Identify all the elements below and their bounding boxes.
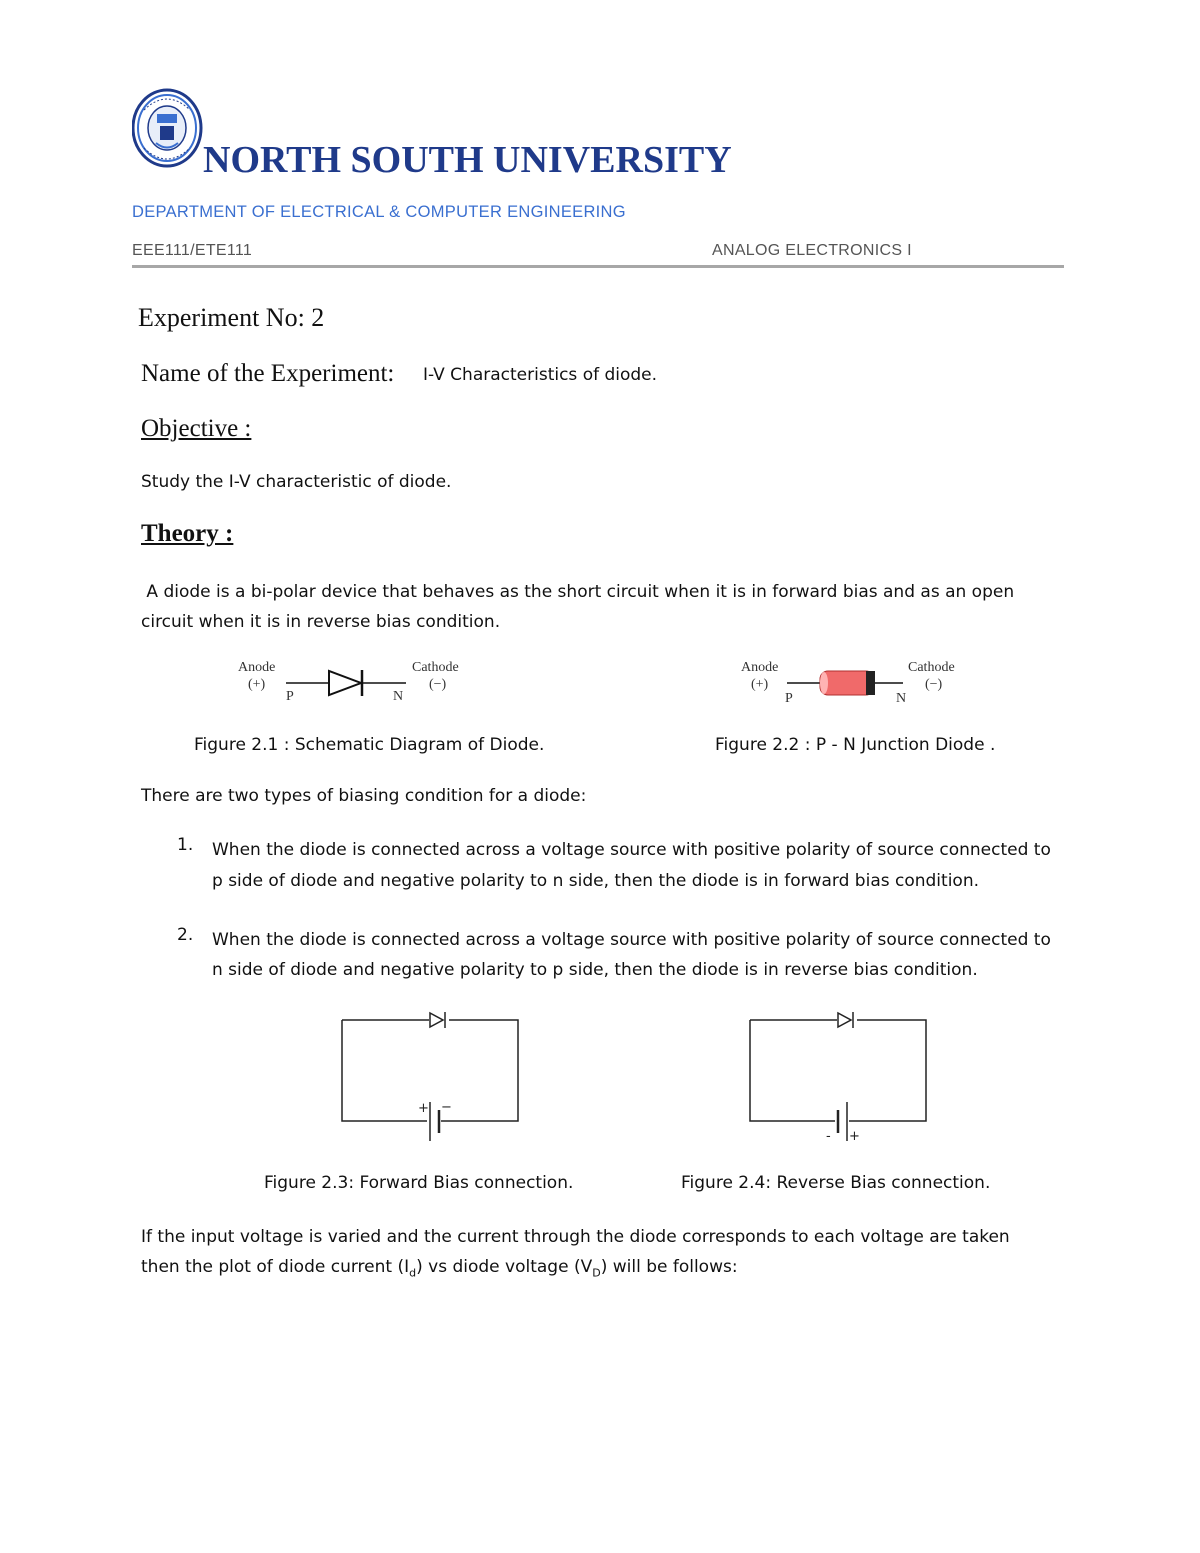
minus-sign: -: [826, 1129, 831, 1144]
plot-text-part: If the input voltage is varied and the current through the diode corresponds to each voltage are taken then the plot of diode current (I: [141, 1227, 1010, 1277]
current-subscript: d: [409, 1266, 417, 1280]
list-item-number: 2.: [177, 925, 194, 945]
cathode-label: Cathode: [908, 660, 955, 675]
course-code: EEE111/ETE111: [132, 242, 253, 259]
n-label: N: [393, 689, 404, 704]
cathode-sign: (−): [429, 677, 447, 692]
figure-2-2-caption: Figure 2.2 : P - N Junction Diode .: [715, 735, 996, 755]
experiment-number: Experiment No: 2: [138, 303, 325, 332]
diode-band-icon: [866, 671, 875, 695]
list-item-number: 1.: [177, 835, 194, 855]
plus-sign: +: [849, 1129, 860, 1144]
theory-heading: Theory :: [141, 520, 234, 547]
reverse-bias-circuit-figure: [743, 1005, 935, 1150]
p-label: P: [785, 691, 793, 706]
figure-2-3-caption: Figure 2.3: Forward Bias connection.: [264, 1173, 574, 1193]
p-label: P: [286, 689, 294, 704]
pn-junction-figure: [735, 652, 970, 708]
minus-sign: −: [441, 1100, 452, 1115]
university-seal-icon: [132, 88, 206, 176]
department-name: DEPARTMENT OF ELECTRICAL & COMPUTER ENGINEERING: [132, 203, 626, 221]
anode-sign: (+): [751, 677, 769, 692]
forward-bias-circuit-figure: [335, 1005, 527, 1150]
plus-sign: +: [418, 1101, 429, 1116]
bias-intro-text: There are two types of biasing condition for a diode:: [141, 786, 587, 806]
list-item-text: When the diode is connected across a voltage source with positive polarity of source connected to n side of diode and negative polarity to p side, then the diode is in reverse bias condition.: [212, 930, 1051, 980]
plot-text-part: ) will be follows:: [600, 1257, 738, 1277]
objective-heading: Objective :: [141, 415, 252, 442]
cathode-label: Cathode: [412, 660, 459, 675]
anode-label: Anode: [741, 660, 779, 675]
list-item-text: When the diode is connected across a voltage source with positive polarity of source connected to p side of diode and negative polarity to n side, then the diode is in forward bias condition.: [212, 840, 1051, 891]
plot-text-part: ) vs diode voltage (V: [416, 1257, 593, 1277]
experiment-name-label: Name of the Experiment:: [141, 360, 395, 387]
figure-2-4-caption: Figure 2.4: Reverse Bias connection.: [681, 1173, 991, 1193]
course-name: ANALOG ELECTRONICS I: [712, 242, 912, 259]
voltage-subscript: D: [592, 1266, 601, 1280]
theory-paragraph: A diode is a bi-polar device that behaves as the short circuit when it is in forward bias and as an open circuit when it is in reverse bias condition.: [141, 582, 1020, 632]
diode-schematic-figure: [232, 652, 474, 708]
figure-2-1-caption: Figure 2.1 : Schematic Diagram of Diode.: [194, 735, 545, 755]
anode-label: Anode: [238, 660, 276, 675]
objective-text: Study the I-V characteristic of diode.: [141, 472, 452, 492]
n-label: N: [896, 691, 907, 706]
anode-sign: (+): [248, 677, 266, 692]
header-divider: [132, 265, 1064, 268]
cathode-sign: (−): [925, 677, 943, 692]
diode-triangle-icon: [329, 671, 361, 695]
plot-description-paragraph: [141, 1222, 1051, 1288]
experiment-name-value: I-V Characteristics of diode.: [423, 365, 658, 385]
university-name: NORTH SOUTH UNIVERSITY: [203, 139, 732, 181]
diode-body-icon: [820, 671, 874, 695]
